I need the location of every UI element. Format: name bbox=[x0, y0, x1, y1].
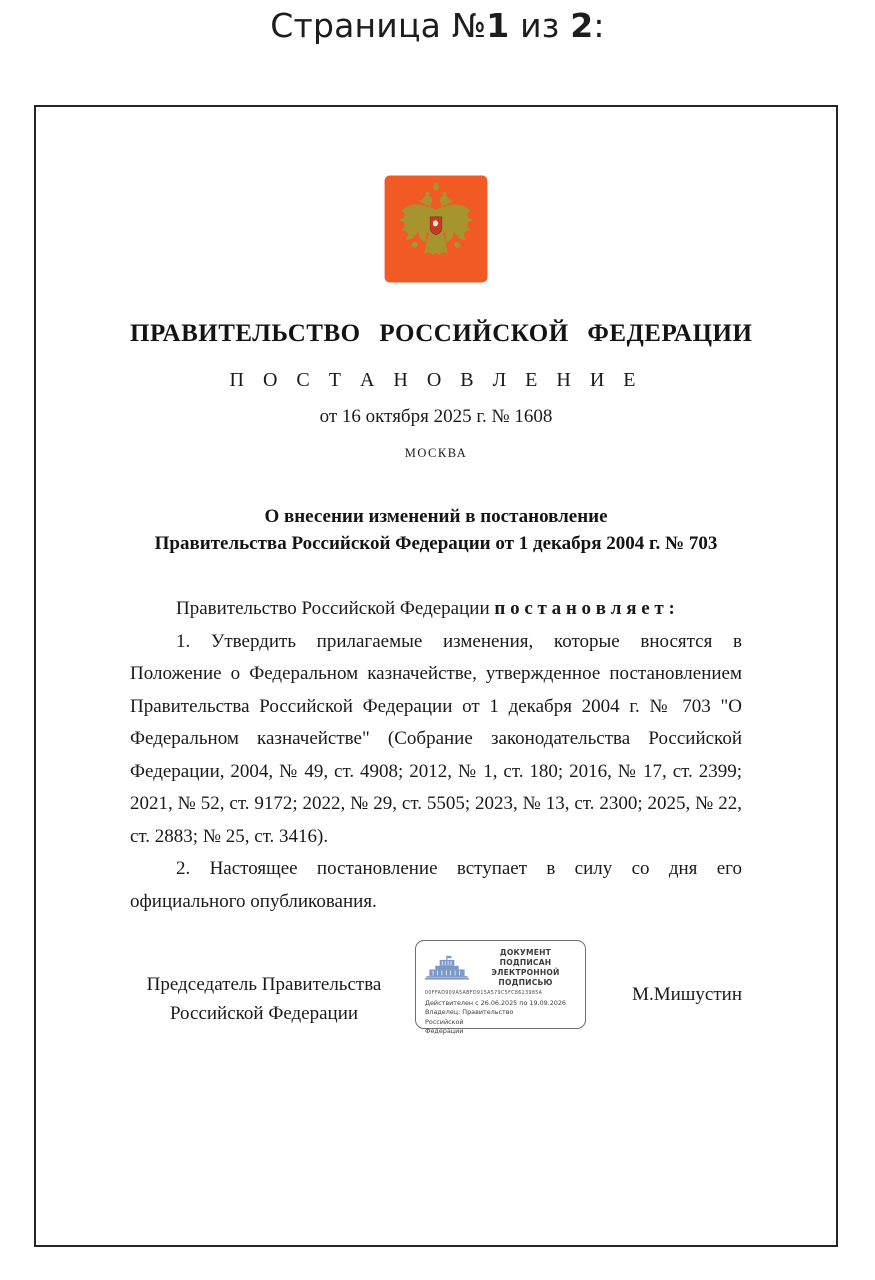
date-number-line: от 16 октября 2025 г. № 1608 bbox=[319, 406, 553, 427]
page-caption-separator: из bbox=[509, 6, 571, 45]
document-content bbox=[130, 173, 753, 1050]
stamp-owner bbox=[425, 1008, 545, 1036]
stamp-validity: Действителен с 26.06.2025 по 19.09.2026 bbox=[425, 999, 566, 1008]
stamp-owner-line-1: Владелец: Правительство Российской bbox=[425, 1008, 514, 1026]
emblem-wrapper bbox=[130, 173, 742, 290]
stamp-title bbox=[475, 948, 576, 987]
page-caption-total: 2 bbox=[570, 6, 594, 45]
page-caption-suffix: : bbox=[593, 6, 605, 45]
stamp-owner-line-2: Федерации bbox=[425, 1027, 464, 1035]
signer-position bbox=[130, 970, 398, 1028]
signature-row bbox=[130, 940, 742, 1050]
page-caption bbox=[0, 6, 875, 45]
signer-name: М.Мишустин bbox=[632, 984, 742, 1005]
electronic-signature-stamp bbox=[415, 940, 586, 1035]
subject-line-1: О внесении изменений в постановление bbox=[264, 506, 608, 527]
intro-paragraph bbox=[130, 593, 742, 626]
intro-normal-text: Правительство Российской Федерации bbox=[176, 598, 495, 619]
city-label: МОСКВА bbox=[404, 446, 468, 460]
paragraph-2: 2. Настоящее постановление вступает в силу со дня его официального опубликования. bbox=[130, 858, 742, 912]
subject-heading bbox=[130, 503, 742, 557]
authority-title: ПРАВИТЕЛЬСТВО РОССИЙСКОЙ ФЕДЕРАЦИИ bbox=[130, 320, 753, 347]
stamp-certificate: 00FFAD909A5ABFD915A579C5FC8623985A bbox=[425, 991, 543, 997]
intro-bold-text: п о с т а н о в л я е т : bbox=[494, 598, 675, 619]
stamp-title-line-1: ДОКУМЕНТ ПОДПИСАН bbox=[499, 948, 552, 967]
stamp-header bbox=[425, 948, 576, 987]
paragraph-1: 1. Утвердить прилагаемые изменения, которые вносятся в Положение о Федеральном казначействе, утвержденное постановлением Правительства Российской Федерации от 1 декабря 2004 г. № 703 "О Федеральном казначействе" (Собрание законодательства Российской Федерации, 2004, № 49, ст. 4908; 2012, № 1, ст. 180; 2016, № 17, ст. 2399; 2021, № 52, ст. 9172; 2022, № 29, ст. 5505; 2023, № 13, ст. 2300; 2025, № 22, ст. 2883; № 25, ст. 3416). bbox=[130, 630, 742, 847]
document-type-title: П О С Т А Н О В Л Е Н И Е bbox=[229, 369, 643, 391]
subject-line-2: Правительства Российской Федерации от 1 декабря 2004 г. № 703 bbox=[154, 533, 718, 554]
signer-position-line-2: Российской Федерации bbox=[169, 1003, 359, 1024]
russia-coat-of-arms-icon bbox=[383, 173, 489, 285]
page-caption-prefix: Страница № bbox=[270, 6, 487, 45]
document-body bbox=[130, 593, 742, 918]
government-building-icon bbox=[425, 955, 469, 981]
document-page bbox=[34, 105, 838, 1247]
page-caption-number: 1 bbox=[486, 6, 510, 45]
signer-position-line-1: Председатель Правительства bbox=[146, 974, 382, 995]
stamp-title-line-2: ЭЛЕКТРОННОЙ ПОДПИСЬЮ bbox=[491, 967, 560, 987]
